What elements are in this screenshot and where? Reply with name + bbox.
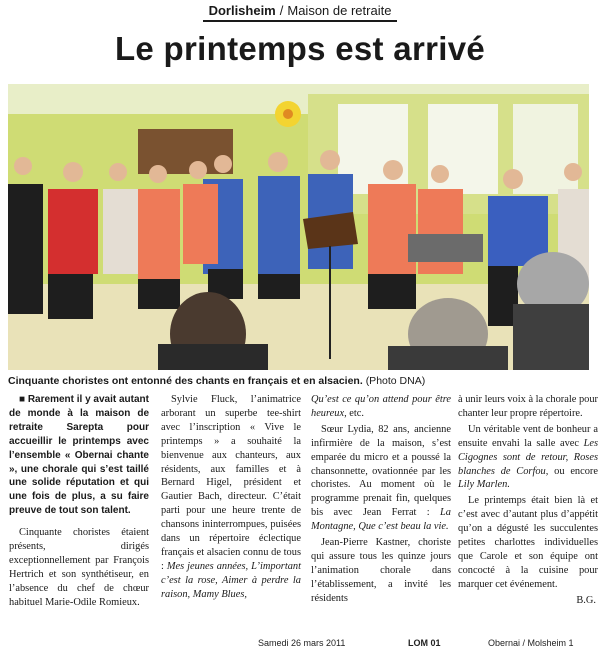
footer-place: Obernai / Molsheim 1 [488, 638, 574, 648]
paragraph-text: Un véritable vent de bonheur a ensuite envahi la salle avec [458, 423, 598, 449]
photo-caption [8, 374, 589, 388]
article-headline: Le printemps est arrivé [114, 30, 486, 67]
article-column-3 [311, 393, 451, 606]
song-titles: Les Cigognes sont de retour, Roses blanches de Corfou, [458, 437, 598, 477]
paragraph-text: ou encore [548, 465, 598, 477]
rubric-line [203, 2, 398, 22]
article-column-4 [458, 393, 598, 608]
paragraph [458, 423, 598, 493]
article-column-2 [161, 393, 301, 602]
lead-paragraph [9, 393, 149, 518]
rubric-section: Maison de retraite [287, 3, 392, 18]
paragraph [311, 393, 451, 421]
bullet-icon: ■ [19, 394, 28, 405]
paragraph: à unir leurs voix à la chorale pour chanter leur propre répertoire. [458, 394, 598, 419]
choir-photo [8, 84, 589, 370]
song-titles: La Montagne, Que c’est beau la vie. [311, 507, 451, 533]
paragraph: Cinquante choristes étaient présents, dirigés exceptionnellement par François Hertrich et son synthétiseur, en l’absence du chef de chœur habituel Marie-Odile Romieux. [9, 527, 149, 608]
rubric-town: Dorlisheim [208, 3, 276, 18]
lead-text: Rarement il y avait autant de monde à la maison de retraite Sarepta pour accueillir le printemps avec l’ensemble « Obernai chante », une chorale qui s’est taillé une solide réputation et qui une fois de plus, a su faire preuve de tout son talent. [9, 394, 149, 517]
footer-page-code: LOM 01 [408, 638, 441, 648]
paragraph [161, 393, 301, 602]
rubric-separator: / [279, 3, 284, 18]
caption-text: Cinquante choristes ont entonné des chants en français et en alsacien. [8, 375, 363, 387]
song-titles: Mes jeunes années, L’important c’est la rose, Aimer à perdre la raison, Mamy Blues, [161, 560, 301, 600]
paragraph: Jean-Pierre Kastner, choriste qui assure tous les quinze jours l’animation chorale dans l’établissement, a invité les résidents [311, 537, 451, 604]
paragraph: Le printemps était bien là et c’est avec d’autant plus d’appétit qu’on a dégusté les succulentes petites charlottes individuelles que Carole et son équipe ont concocté à la cuisine pour marquer cet événement. [458, 495, 598, 590]
footer-date: Samedi 26 mars 2011 [258, 638, 346, 648]
caption-credit: (Photo DNA) [365, 375, 426, 387]
article-body [0, 393, 600, 633]
paragraph-text: Sylvie Fluck, l’animatrice arborant un superbe tee-shirt avec l’inscription « Vive le printemps » a souhaité la bienvenue aux chanteurs, aux résidents, aux familles et à Bernard Higel, président et Gautier Bach, directeur. C’était parti pour une heure trente de chansons ininterrompues, puisées dans un répertoire éclectique français et alsacien connu de tous : [161, 394, 301, 572]
paragraph-text: Sœur Lydia, 82 ans, ancienne infirmière de la maison, s’est emparée du micro et a poussé la chansonnette, ovationnée par les choristes. Au moment où le programme prenait fin, quelques bis avec Jean Ferrat : [311, 423, 451, 519]
paragraph-text: etc. [346, 407, 364, 419]
section-rubric [0, 0, 600, 22]
article-column-1 [9, 393, 149, 610]
paragraph [311, 423, 451, 534]
page-footer [0, 636, 600, 650]
song-title: Lily Marlen. [458, 479, 510, 491]
song-title: Qu’est ce qu’on attend pour être heureux, [311, 394, 451, 419]
author-signature: B.G. [576, 594, 596, 606]
